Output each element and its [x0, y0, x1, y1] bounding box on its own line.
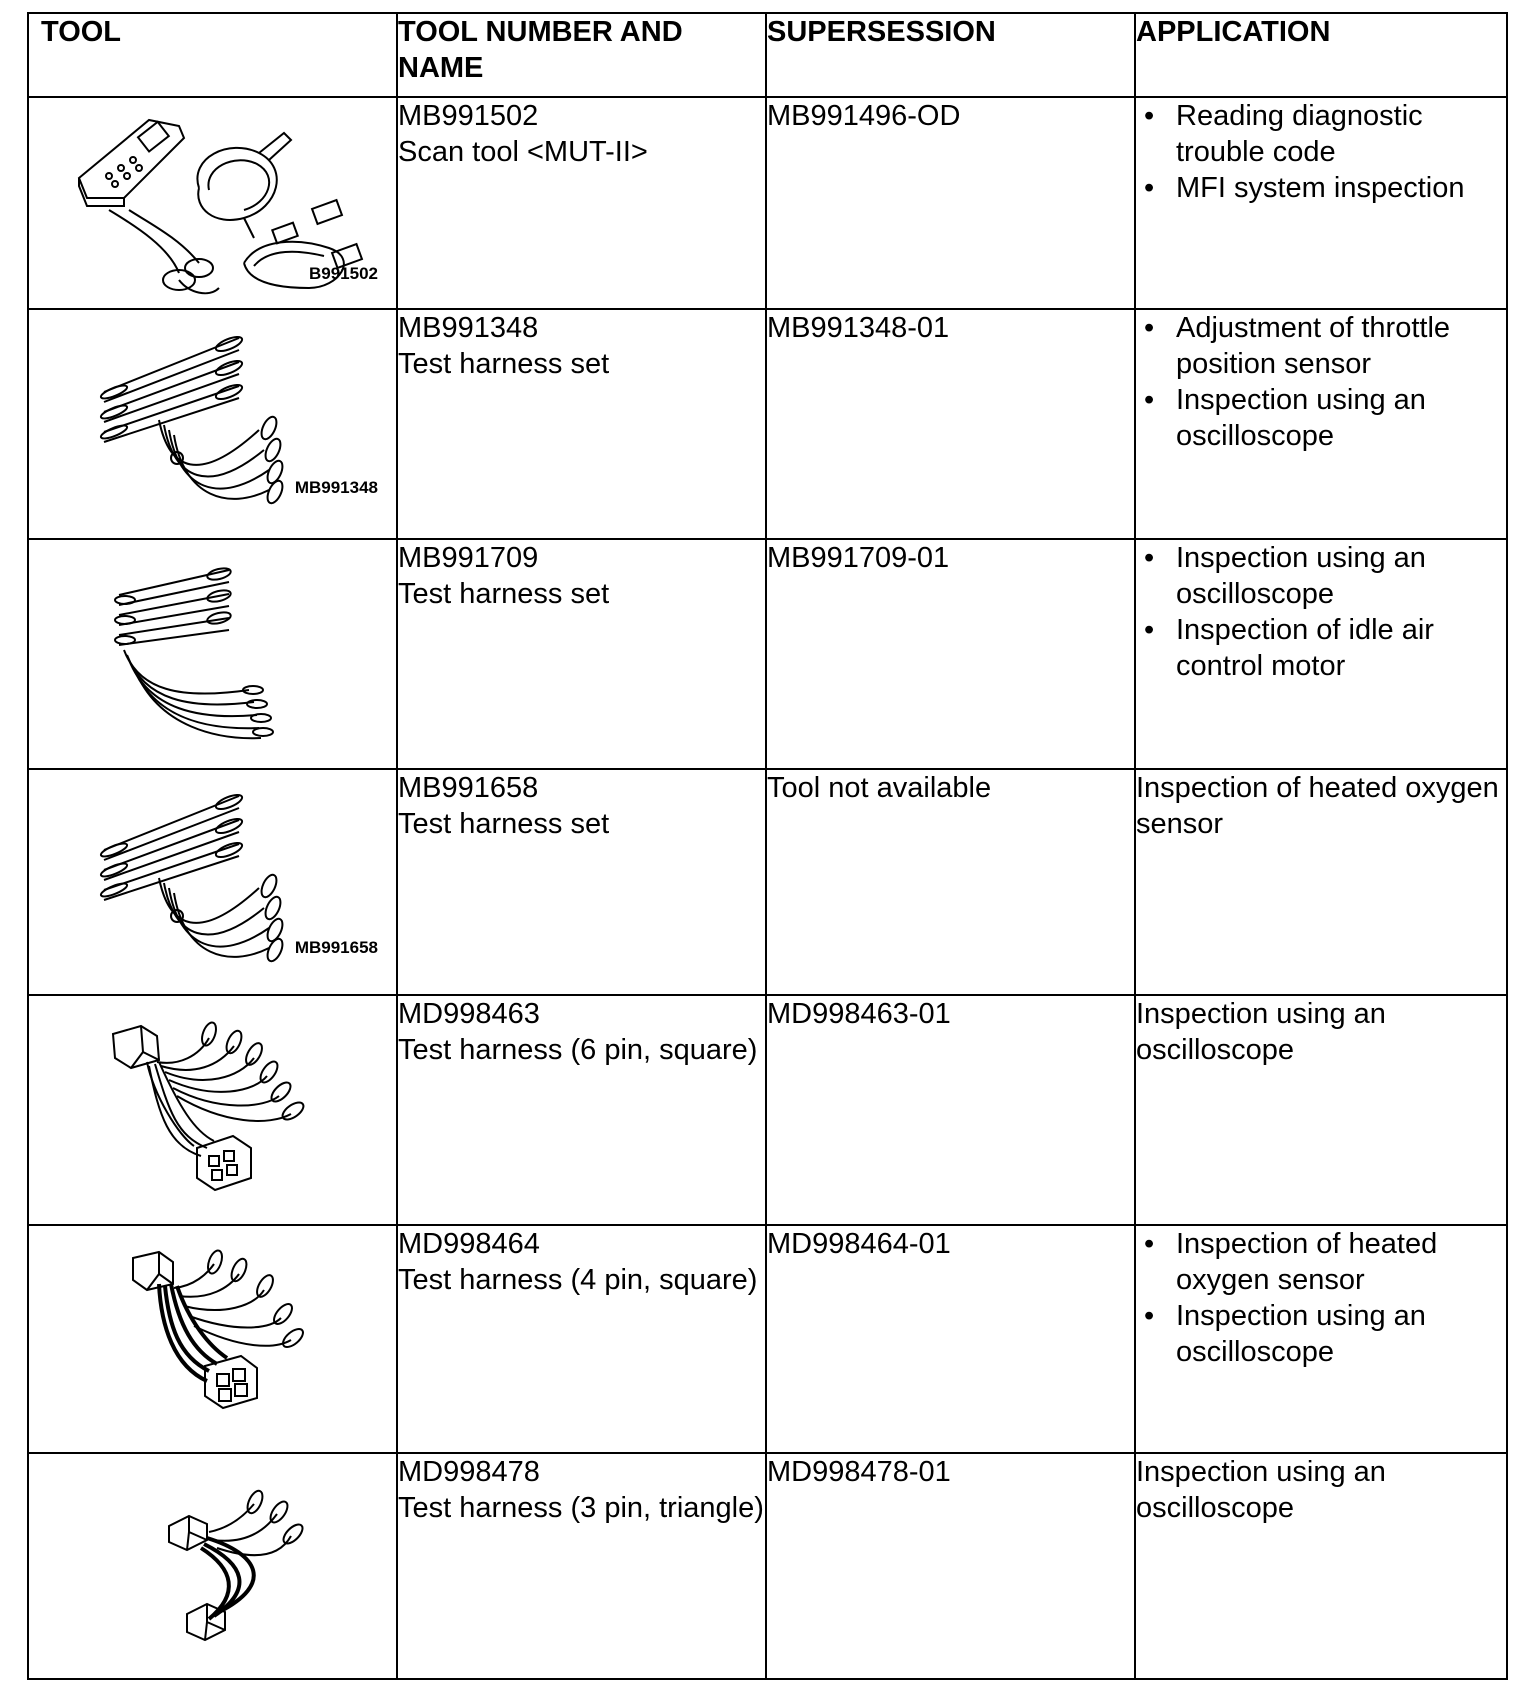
tool-image-label: MB991658	[294, 938, 378, 957]
supersession-cell: MD998464-01	[766, 1225, 1135, 1453]
tool-number-name-cell	[397, 995, 766, 1225]
harness-6pin-illustration-icon	[29, 996, 398, 1224]
tool-number: MD998464	[398, 1228, 540, 1260]
harness-4pin-illustration-icon	[29, 1226, 398, 1452]
test-harness-set-illustration-icon	[29, 310, 398, 538]
application-item: • Adjustment of throttle position sensor	[1176, 310, 1506, 382]
tool-number-name-cell	[397, 539, 766, 769]
application-item: • Inspection using an oscilloscope	[1176, 382, 1506, 454]
tool-name: Test harness set	[398, 348, 610, 380]
application-cell	[1135, 1225, 1507, 1453]
application-cell	[1135, 97, 1507, 309]
tool-number: MD998463	[398, 998, 540, 1030]
test-harness-set-illustration-icon	[29, 770, 398, 994]
tool-image-cell	[28, 309, 397, 539]
supersession-cell: MD998478-01	[766, 1453, 1135, 1679]
tool-image-cell	[28, 97, 397, 309]
tool-number-name-cell	[397, 769, 766, 995]
tool-number-name-cell	[397, 1225, 766, 1453]
application-item: • Inspection using an oscilloscope	[1176, 1298, 1506, 1370]
tool-number: MB991502	[398, 100, 539, 132]
tool-name: Test harness (4 pin, square)	[398, 1264, 758, 1296]
tool-number: MB991658	[398, 772, 539, 804]
application-item: • Inspection using an oscilloscope	[1176, 540, 1506, 612]
application-cell: Inspection using an oscilloscope	[1135, 995, 1507, 1225]
application-list	[1136, 310, 1506, 454]
application-cell	[1135, 309, 1507, 539]
header-tool: TOOL	[28, 13, 397, 97]
supersession-cell: MD998463-01	[766, 995, 1135, 1225]
header-application: APPLICATION	[1135, 13, 1507, 97]
tool-number: MB991709	[398, 542, 539, 574]
tool-image-cell	[28, 1453, 397, 1679]
application-item: • Inspection of idle air control motor	[1176, 612, 1506, 684]
supersession-cell: MB991496-OD	[766, 97, 1135, 309]
tool-image-cell	[28, 1225, 397, 1453]
application-cell: Inspection using an oscilloscope	[1135, 1453, 1507, 1679]
harness-3pin-illustration-icon	[29, 1454, 398, 1678]
table-row	[28, 309, 1507, 539]
tool-name: Test harness (6 pin, square)	[398, 1034, 758, 1066]
tool-image-cell	[28, 539, 397, 769]
tool-number-name-cell	[397, 1453, 766, 1679]
tool-image-label: MB991348	[294, 478, 378, 497]
application-item: • Inspection of heated oxygen sensor	[1176, 1226, 1506, 1298]
supersession-cell: MB991348-01	[766, 309, 1135, 539]
special-tools-table	[27, 12, 1508, 1680]
tool-name: Test harness set	[398, 808, 610, 840]
table-row	[28, 97, 1507, 309]
header-row	[28, 13, 1507, 97]
tool-number: MD998478	[398, 1456, 540, 1488]
supersession-cell: Tool not available	[766, 769, 1135, 995]
tool-image-label: B991502	[308, 264, 378, 283]
application-cell	[1135, 539, 1507, 769]
tool-name: Test harness set	[398, 578, 610, 610]
tool-image-cell	[28, 995, 397, 1225]
supersession-cell: MB991709-01	[766, 539, 1135, 769]
tool-number-name-cell	[397, 309, 766, 539]
tool-image-cell	[28, 769, 397, 995]
application-item: • MFI system inspection	[1176, 170, 1506, 206]
test-harness-set-illustration-icon	[29, 540, 398, 768]
table-row	[28, 539, 1507, 769]
tool-number: MB991348	[398, 312, 539, 344]
tool-name: Test harness (3 pin, triangle)	[398, 1492, 764, 1524]
header-supersession: SUPERSESSION	[766, 13, 1135, 97]
application-list	[1136, 540, 1506, 684]
table-row	[28, 1225, 1507, 1453]
table-row	[28, 769, 1507, 995]
application-list	[1136, 1226, 1506, 1370]
application-item: • Reading diagnostic trouble code	[1176, 98, 1506, 170]
application-cell: Inspection of heated oxygen sensor	[1135, 769, 1507, 995]
tool-number-name-cell	[397, 97, 766, 309]
header-tool-number-and-name: TOOL NUMBER AND NAME	[397, 13, 766, 97]
tool-name: Scan tool <MUT-II>	[398, 136, 648, 168]
table-row	[28, 1453, 1507, 1679]
application-list	[1136, 98, 1506, 206]
table-row	[28, 995, 1507, 1225]
